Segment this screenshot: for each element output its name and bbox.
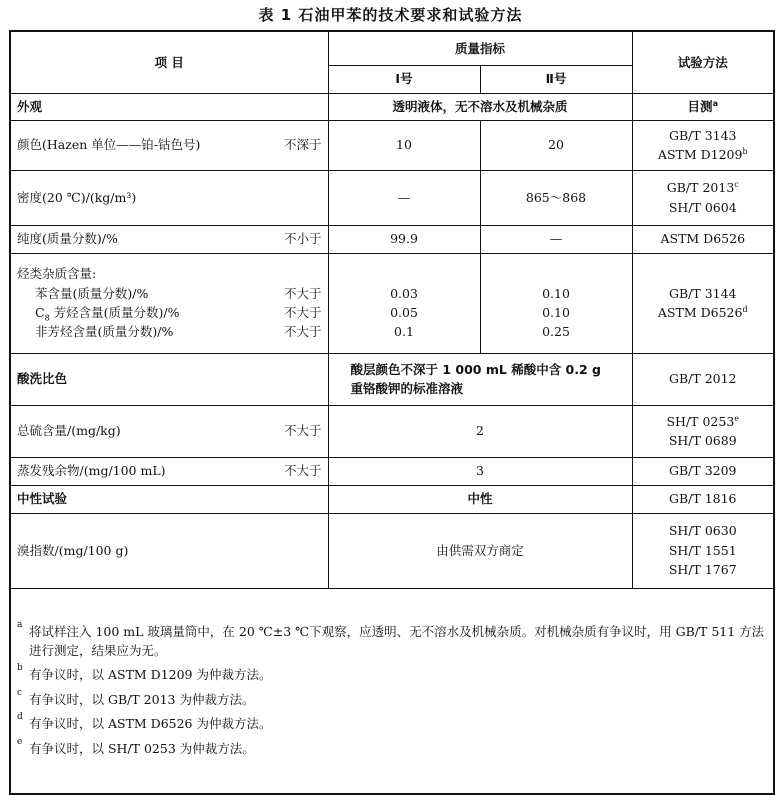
residue-name: 蒸发残余物/(mg/100 mL) bbox=[17, 463, 166, 479]
sulfur-item bbox=[10, 405, 328, 457]
color-g2: 20 bbox=[480, 120, 632, 170]
nonarom-row bbox=[17, 322, 322, 341]
benzene-name: 苯含量(质量分数)/% bbox=[35, 285, 149, 301]
purity-g2: — bbox=[480, 225, 632, 253]
row-sulfur bbox=[10, 405, 774, 457]
header-grade2: Ⅱ号 bbox=[480, 65, 632, 93]
impurities-heading: 烃类杂质含量: bbox=[17, 266, 97, 282]
color-g1: 10 bbox=[328, 120, 480, 170]
row-bromine bbox=[10, 513, 774, 588]
density-name: 密度(20 ℃)/(kg/m³) bbox=[10, 170, 328, 225]
footnote-c: c 有争议时，以 GB/T 2013 为仲裁方法。 bbox=[17, 687, 255, 707]
purity-name: 纯度(质量分数)/% bbox=[17, 231, 118, 247]
appearance-value: 透明液体，无不溶水及机械杂质 bbox=[328, 93, 632, 120]
impurities-item bbox=[10, 253, 328, 353]
header-method: 试验方法 bbox=[632, 31, 774, 93]
header-row bbox=[10, 31, 774, 65]
density-g1: — bbox=[328, 170, 480, 225]
row-residue bbox=[10, 457, 774, 485]
benzene-g2: 0.10 bbox=[542, 285, 570, 301]
bromine-value: 由供需双方商定 bbox=[328, 513, 632, 588]
color-limit: 不深于 bbox=[283, 137, 322, 153]
footnote-a: a 将试样注入 100 mL 玻璃量筒中，在 20 ℃±3 ℃下观察，应透明、无不溶水及机械杂质。对机械杂质有争议时，用 GB/T 511 方法进行测定，结果应为无。 bbox=[17, 619, 765, 658]
neutral-value: 中性 bbox=[328, 485, 632, 513]
residue-limit: 不大于 bbox=[283, 463, 322, 479]
color-name: 颜色(Hazen 单位——铂-钴色号) bbox=[17, 137, 201, 153]
header-grade1: Ⅰ号 bbox=[328, 65, 480, 93]
color-item bbox=[10, 120, 328, 170]
acid-wash-method: GB/T 2012 bbox=[632, 353, 774, 405]
bromine-method: SH/T 0630 SH/T 1551 SH/T 1767 bbox=[632, 513, 774, 588]
purity-method: ASTM D6526 bbox=[632, 225, 774, 253]
density-method: GB/T 2013$^c$ SH/T 0604 bbox=[632, 170, 774, 225]
benzene-row bbox=[17, 284, 322, 303]
c8-g2: 0.10 bbox=[542, 305, 570, 320]
nonarom-g2: 0.25 bbox=[542, 324, 570, 340]
residue-method: GB/T 3209 bbox=[632, 457, 774, 485]
spec-table bbox=[9, 30, 775, 795]
acid-wash-value: 酸层颜色不深于 1 000 mL 稀酸中含 0.2 g 重铬酸钾的标准溶液 bbox=[328, 353, 632, 405]
c8-g1: 0.05 bbox=[390, 305, 418, 320]
row-color bbox=[10, 120, 774, 170]
row-density bbox=[10, 170, 774, 225]
bromine-name: 溴指数/(mg/100 g) bbox=[10, 513, 328, 588]
c8-name: $C_8$ 芳烃含量(质量分数)/% bbox=[35, 305, 180, 323]
residue-value: 3 bbox=[328, 457, 632, 485]
footnote-b: b 有争议时，以 ASTM D1209 为仲裁方法。 bbox=[17, 663, 272, 683]
appearance-name: 外观 bbox=[10, 93, 328, 120]
sulfur-value: 2 bbox=[328, 405, 632, 457]
footnotes-row bbox=[10, 588, 774, 794]
benzene-limit: 不大于 bbox=[283, 285, 322, 301]
residue-item bbox=[10, 457, 328, 485]
c8-row bbox=[17, 303, 322, 322]
row-purity bbox=[10, 225, 774, 253]
color-method: GB/T 3143 ASTM D1209$^b$ bbox=[632, 120, 774, 170]
nonarom-g1: 0.1 bbox=[394, 324, 414, 340]
acid-wash-name: 酸洗比色 bbox=[10, 353, 328, 405]
row-impurities bbox=[10, 253, 774, 353]
density-g2: 865～868 bbox=[480, 170, 632, 225]
header-quality: 质量指标 bbox=[328, 31, 632, 65]
appearance-method: 目测$^a$ bbox=[632, 93, 774, 120]
sulfur-method: SH/T 0253e SH/T 0689 bbox=[632, 405, 774, 457]
nonarom-limit: 不大于 bbox=[283, 324, 322, 340]
sulfur-name: 总硫含量/(mg/kg) bbox=[17, 423, 121, 439]
footnote-e: e 有争议时，以 SH/T 0253 为仲裁方法。 bbox=[17, 736, 255, 756]
table-title: 表 1 石油甲苯的技术要求和试验方法 bbox=[258, 6, 523, 24]
impurities-g1 bbox=[328, 253, 480, 353]
impurities-g2 bbox=[480, 253, 632, 353]
neutral-method: GB/T 1816 bbox=[632, 485, 774, 513]
row-appearance bbox=[10, 93, 774, 120]
row-neutral bbox=[10, 485, 774, 513]
row-acid-wash bbox=[10, 353, 774, 405]
benzene-g1: 0.03 bbox=[390, 285, 418, 301]
sulfur-limit: 不大于 bbox=[283, 423, 322, 439]
neutral-name: 中性试验 bbox=[10, 485, 328, 513]
nonarom-name: 非芳烃含量(质量分数)/% bbox=[35, 324, 174, 340]
footnotes bbox=[10, 588, 774, 794]
purity-item bbox=[10, 225, 328, 253]
footnote-d: d 有争议时，以 ASTM D6526 为仲裁方法。 bbox=[17, 712, 272, 732]
impurities-method: GB/T 3144 ASTM D6526$^d$ bbox=[632, 253, 774, 353]
c8-limit: 不大于 bbox=[283, 305, 322, 320]
purity-limit: 不小于 bbox=[283, 231, 322, 247]
header-item: 项 目 bbox=[10, 31, 328, 93]
purity-g1: 99.9 bbox=[328, 225, 480, 253]
